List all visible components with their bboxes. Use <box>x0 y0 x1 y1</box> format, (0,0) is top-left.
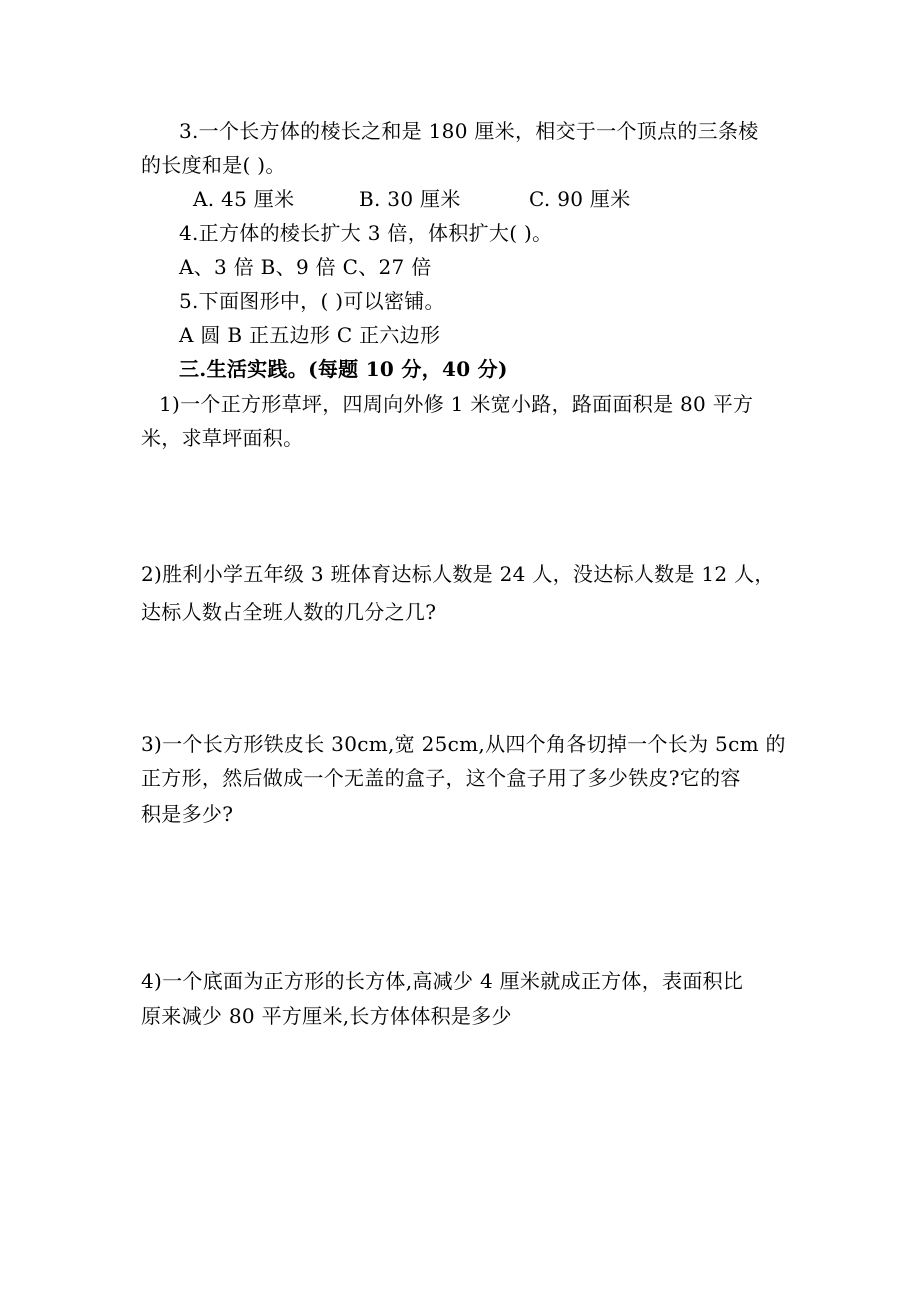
question-3-text-line-2: 的长度和是( )。 <box>141 153 286 177</box>
question-3-text-line-1: 3.一个长方体的棱长之和是 180 厘米，相交于一个顶点的三条棱 <box>179 119 759 143</box>
question-3-option-a: A. 45 厘米 <box>193 187 295 211</box>
question-3-option-b: B. 30 厘米 <box>359 187 461 211</box>
problem-4-text-line-2: 原来减少 80 平方厘米,长方体体积是多少 <box>141 1004 512 1028</box>
problem-2-text-line-1: 2)胜利小学五年级 3 班体育达标人数是 24 人，没达标人数是 12 人， <box>141 562 775 586</box>
question-3-option-c: C. 90 厘米 <box>529 187 631 211</box>
question-5-text: 5.下面图形中，( )可以密铺。 <box>179 289 445 313</box>
section-3-heading: 三.生活实践。(每题 10 分，40 分) <box>179 357 508 381</box>
question-5-options: A 圆 B 正五边形 C 正六边形 <box>179 323 441 347</box>
problem-4-text-line-1: 4)一个底面为正方形的长方体,高减少 4 厘米就成正方体，表面积比 <box>141 969 744 993</box>
question-4-text: 4.正方体的棱长扩大 3 倍，体积扩大( )。 <box>179 221 553 245</box>
problem-3-text-line-1: 3)一个长方形铁皮长 30cm,宽 25cm,从四个角各切掉一个长为 5cm 的 <box>141 732 786 756</box>
problem-2-text-line-2: 达标人数占全班人数的几分之几? <box>141 600 437 624</box>
problem-3-text-line-2: 正方形，然后做成一个无盖的盒子，这个盒子用了多少铁皮?它的容 <box>141 766 741 790</box>
problem-1-text-line-1: 1)一个正方形草坪，四周向外修 1 米宽小路，路面面积是 80 平方 <box>159 392 754 416</box>
problem-3-text-line-3: 积是多少? <box>141 802 234 826</box>
problem-1-text-line-2: 米，求草坪面积。 <box>141 426 304 450</box>
question-4-options: A、3 倍 B、9 倍 C、27 倍 <box>179 255 432 279</box>
